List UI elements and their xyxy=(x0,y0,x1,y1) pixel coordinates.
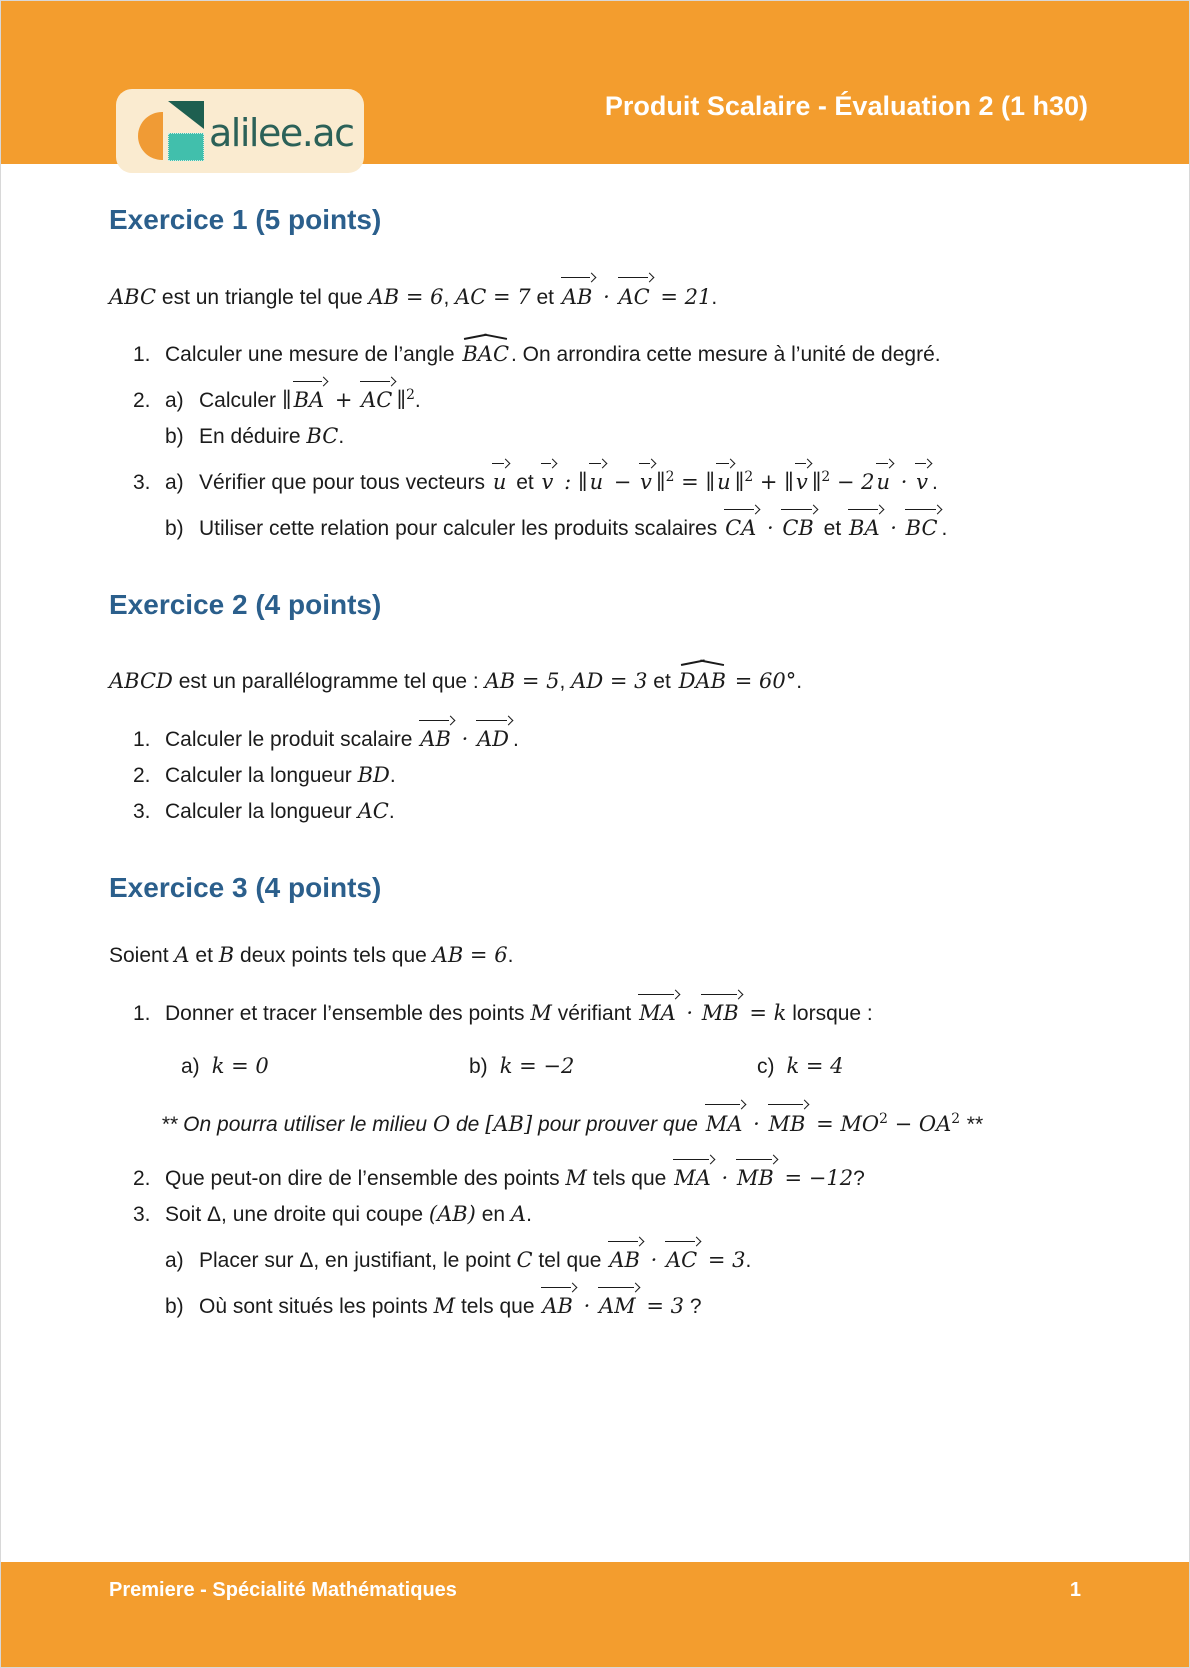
exercise-item xyxy=(109,715,1089,754)
text-run: deux points tels que xyxy=(234,944,433,967)
item-text xyxy=(165,797,1089,826)
text-run: lorsque : xyxy=(786,1002,873,1025)
item-text xyxy=(165,1200,1089,1229)
vector-term: v xyxy=(914,458,932,497)
angle-term: DAB xyxy=(677,657,728,696)
text-run: 2 xyxy=(665,469,675,485)
text-run: AD = 3 xyxy=(571,669,648,693)
text-run: · xyxy=(643,1248,664,1272)
item-text xyxy=(199,504,1089,543)
item-text xyxy=(199,376,1089,415)
logo-triangle-icon xyxy=(168,101,204,129)
text-run: vérifiant xyxy=(551,1002,638,1025)
item-text xyxy=(165,989,1089,1028)
text-run: : ∥ xyxy=(557,470,588,494)
exercise-intro xyxy=(109,657,1089,697)
text-run: M xyxy=(530,1001,552,1025)
text-run: · xyxy=(454,727,475,751)
text-run: Où sont situés les points xyxy=(199,1295,434,1318)
text-run: · xyxy=(760,516,781,540)
text-run: = 3 xyxy=(639,1294,684,1318)
text-run: . xyxy=(507,944,514,967)
text-run: AC = 7 xyxy=(455,285,531,309)
text-run: . xyxy=(931,471,938,494)
option-item xyxy=(181,1052,469,1081)
exercise-item xyxy=(109,797,1089,826)
text-run: . xyxy=(512,728,519,751)
text-run: tels que xyxy=(586,1167,673,1190)
text-run: AB = 6 xyxy=(432,943,508,967)
item-number: 3. xyxy=(133,471,151,494)
text-run: = MO xyxy=(809,1112,880,1136)
text-run: + ∥ xyxy=(753,470,794,494)
item-text xyxy=(199,1236,1089,1275)
vector-term: AM xyxy=(597,1282,640,1321)
text-run: AC xyxy=(357,799,389,823)
logo-square-icon xyxy=(168,133,204,161)
item-number: 2. xyxy=(133,389,151,412)
text-run: . xyxy=(745,1249,752,1272)
vector-term: AB xyxy=(560,272,597,312)
text-run: − xyxy=(607,470,639,494)
text-run: Donner et tracer l’ensemble des points xyxy=(165,1002,531,1025)
text-run: = k xyxy=(742,1001,787,1025)
text-run: M xyxy=(433,1294,456,1318)
text-run: = −12 xyxy=(777,1166,854,1190)
item-sublabel: b) xyxy=(165,1295,184,1318)
vector-term: AB xyxy=(607,1236,644,1275)
vector-term: BA xyxy=(292,376,329,415)
text-run: 2 xyxy=(951,1111,961,1127)
item-number: 1. xyxy=(133,728,151,751)
vector-term: MB xyxy=(700,989,743,1028)
text-run: . xyxy=(796,670,803,693)
option-item xyxy=(757,1052,1045,1081)
text-run: Soient xyxy=(109,944,175,967)
text-run: · xyxy=(596,285,617,309)
text-run: = 3 xyxy=(701,1248,746,1272)
text-run: en xyxy=(475,1203,511,1226)
exercise-item xyxy=(109,1154,1089,1193)
item-number: 3. xyxy=(133,1203,151,1226)
option-label: c) xyxy=(757,1055,775,1078)
exercise-section xyxy=(109,872,1089,1321)
text-run: , xyxy=(443,286,456,309)
text-run: Placer sur Δ, en justifiant, le point xyxy=(199,1249,517,1272)
text-run: · xyxy=(883,516,904,540)
vector-term: MA xyxy=(637,989,680,1028)
text-run: · xyxy=(576,1294,598,1318)
exercise-item xyxy=(109,376,1089,415)
text-run: et xyxy=(647,670,677,693)
item-text xyxy=(165,331,1089,369)
item-text xyxy=(199,422,1089,451)
exercise-item xyxy=(109,989,1089,1028)
text-run: 2 xyxy=(406,387,415,403)
item-sublabel: a) xyxy=(165,1249,184,1272)
text-run: . xyxy=(941,517,948,540)
item-text xyxy=(165,715,1089,754)
text-run: k = −2 xyxy=(499,1054,575,1078)
text-run: . xyxy=(414,389,421,412)
options-row xyxy=(181,1052,1089,1081)
text-run: . xyxy=(388,800,395,823)
item-number: 1. xyxy=(133,343,151,366)
text-run: ? xyxy=(684,1295,702,1318)
vector-term: v xyxy=(638,458,656,497)
vector-term: v xyxy=(794,458,812,497)
text-run: BC xyxy=(306,424,339,448)
text-run: Que peut-on dire de l’ensemble des points xyxy=(165,1167,566,1190)
item-sublabel: a) xyxy=(165,471,184,494)
vector-term: AC xyxy=(664,1236,701,1275)
exercise-section xyxy=(109,589,1089,826)
text-run: . xyxy=(711,286,718,309)
text-run: Soit Δ, une droite qui coupe xyxy=(165,1203,429,1226)
text-run: . xyxy=(389,764,396,787)
text-run: de xyxy=(450,1113,486,1136)
vector-term: AC xyxy=(359,376,396,415)
text-run: · xyxy=(714,1166,735,1190)
footer-page-number: 1 xyxy=(1069,1579,1081,1601)
text-run: = 60° xyxy=(728,669,797,693)
vector-term: u xyxy=(715,458,735,497)
text-run: 2 xyxy=(821,469,831,485)
option-item xyxy=(469,1052,757,1081)
hint-note xyxy=(161,1099,1089,1140)
vector-term: u xyxy=(588,458,608,497)
text-run: Calculer la longueur xyxy=(165,800,358,823)
exercise-item xyxy=(109,504,1089,543)
document-body xyxy=(109,164,1089,1328)
item-sublabel: a) xyxy=(165,389,184,412)
text-run: tel que xyxy=(532,1249,608,1272)
text-run: ? xyxy=(853,1167,865,1190)
page-footer xyxy=(1,1562,1189,1667)
text-run: ** On pourra utiliser le milieu xyxy=(161,1113,433,1136)
vector-term: CB xyxy=(780,504,818,543)
text-run: ABC xyxy=(109,285,157,309)
vector-term: MA xyxy=(672,1154,715,1193)
text-run: 2 xyxy=(744,469,754,485)
exercise-section xyxy=(109,204,1089,543)
exercise-item xyxy=(109,761,1089,790)
vector-term: u xyxy=(875,458,895,497)
item-sublabel: b) xyxy=(165,517,184,540)
exercise-item xyxy=(109,422,1089,451)
exercise-title: Exercice 3 (4 points) xyxy=(109,872,382,903)
text-run: , xyxy=(559,670,572,693)
text-run: ∥ xyxy=(396,388,407,412)
option-label: a) xyxy=(181,1055,200,1078)
text-run: Utiliser cette relation pour calculer les produits scalaires xyxy=(199,517,724,540)
text-run: est un triangle tel que xyxy=(156,286,369,309)
text-run: B xyxy=(218,943,235,967)
text-run: . On arrondira cette mesure à l’unité de degré. xyxy=(511,343,941,366)
item-number: 3. xyxy=(133,800,151,823)
text-run: 2 xyxy=(879,1111,888,1127)
logo xyxy=(116,89,364,173)
text-run: − 2 xyxy=(830,470,875,494)
exercise-intro xyxy=(109,940,1089,971)
vector-term: MA xyxy=(704,1099,747,1139)
item-text xyxy=(165,1154,1089,1193)
text-run: BD xyxy=(357,763,390,787)
text-run: et xyxy=(189,944,219,967)
exercise-item xyxy=(109,1236,1089,1275)
vector-term: u xyxy=(491,458,511,497)
exercise-item xyxy=(109,458,1089,497)
vector-term: BA xyxy=(847,504,884,543)
text-run: AB = 6 xyxy=(368,285,444,309)
text-run: ∥ xyxy=(811,470,822,494)
document-title: Produit Scalaire - Évaluation 2 (1 h30) xyxy=(604,91,1088,121)
vector-term: AB xyxy=(540,1282,577,1321)
logo-text: alilee.ac xyxy=(209,111,354,155)
text-run: . xyxy=(526,1203,532,1226)
text-run: A xyxy=(174,943,190,967)
angle-term: BAC xyxy=(460,331,511,369)
item-number: 1. xyxy=(133,1002,151,1025)
text-run: [AB] xyxy=(485,1112,533,1136)
text-run: k = 0 xyxy=(211,1054,269,1078)
text-run: AB = 5 xyxy=(484,669,560,693)
text-run: ∥ xyxy=(734,470,745,494)
text-run: k = 4 xyxy=(786,1054,844,1078)
text-run: = 21 xyxy=(653,285,712,309)
item-text xyxy=(199,458,1089,497)
vector-term: MB xyxy=(735,1154,778,1193)
text-run: A xyxy=(510,1202,527,1226)
logo-halfdisc-icon xyxy=(138,112,163,160)
text-run: et xyxy=(510,471,540,494)
exercise-item xyxy=(109,331,1089,369)
text-run: est un parallélogramme tel que : xyxy=(172,670,485,693)
text-run: En déduire xyxy=(199,425,307,448)
item-number: 2. xyxy=(133,764,151,787)
item-text xyxy=(199,1282,1089,1321)
vector-term: AD xyxy=(475,715,513,754)
exercise-title: Exercice 1 (5 points) xyxy=(109,204,382,235)
page-header xyxy=(1,1,1189,164)
text-run: − OA xyxy=(887,1112,952,1136)
text-run: M xyxy=(565,1166,587,1190)
text-run: C xyxy=(516,1248,533,1272)
exercise-item xyxy=(109,1282,1089,1321)
text-run: et xyxy=(530,286,560,309)
exercise-title: Exercice 2 (4 points) xyxy=(109,589,382,620)
vector-term: CA xyxy=(723,504,760,543)
text-run: O xyxy=(432,1112,451,1136)
text-run: . xyxy=(338,425,345,448)
option-label: b) xyxy=(469,1055,488,1078)
item-number: 2. xyxy=(133,1167,151,1190)
vector-term: MB xyxy=(767,1099,810,1139)
vector-term: AC xyxy=(617,272,654,312)
text-run: · xyxy=(746,1112,767,1136)
text-run: ∥ xyxy=(655,470,666,494)
text-run: · xyxy=(679,1001,700,1025)
text-run: = ∥ xyxy=(674,470,716,494)
text-run: (AB) xyxy=(428,1202,476,1226)
text-run: Calculer la longueur xyxy=(165,764,358,787)
text-run: pour prouver que xyxy=(532,1113,704,1136)
item-text xyxy=(165,761,1089,790)
vector-term: AB xyxy=(418,715,455,754)
text-run: ABCD xyxy=(109,669,173,693)
text-run: + xyxy=(328,388,360,412)
text-run: ** xyxy=(960,1113,983,1136)
vector-term: v xyxy=(540,458,558,497)
vector-term: BC xyxy=(904,504,942,543)
exercise-item xyxy=(109,1200,1089,1229)
text-run: · xyxy=(894,470,915,494)
text-run: Vérifier que pour tous vecteurs xyxy=(199,471,491,494)
text-run: ∥ xyxy=(281,388,292,412)
footer-course-label: Premiere - Spécialité Mathématiques xyxy=(109,1579,457,1601)
text-run: Calculer le produit scalaire xyxy=(165,728,419,751)
text-run: et xyxy=(817,517,848,540)
item-sublabel: b) xyxy=(165,425,184,448)
exercise-intro xyxy=(109,272,1089,313)
text-run: Calculer xyxy=(199,389,282,412)
text-run: tels que xyxy=(455,1295,541,1318)
text-run: Calculer une mesure de l’angle xyxy=(165,343,461,366)
